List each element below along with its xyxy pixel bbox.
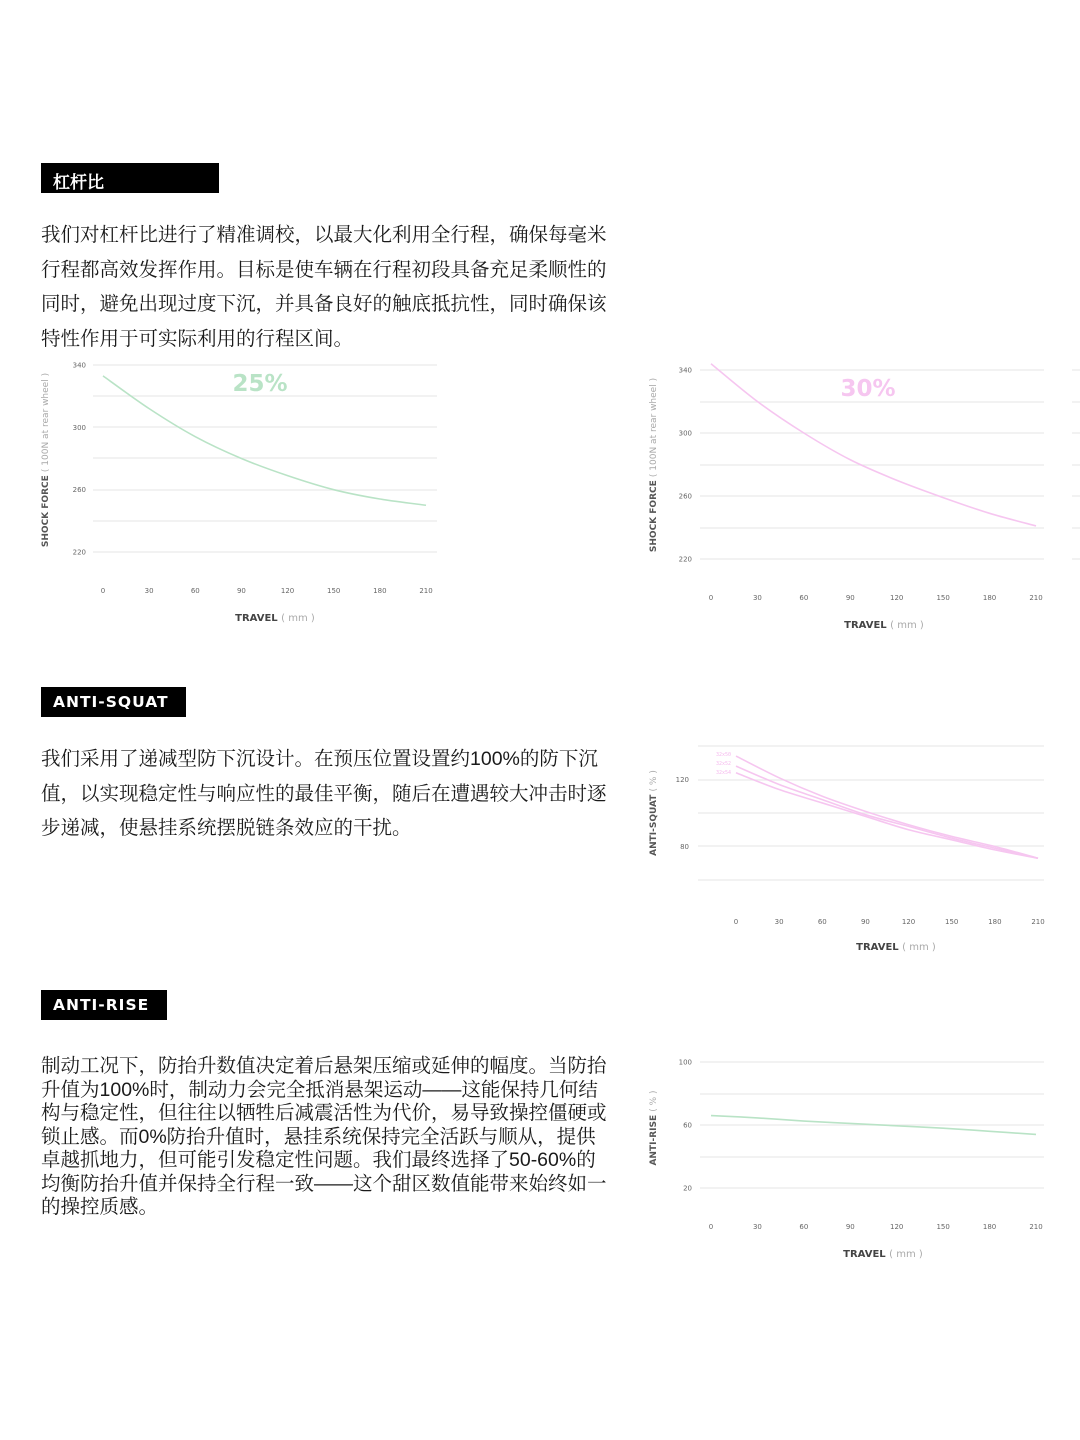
svg-text:0: 0 xyxy=(708,594,714,602)
svg-text:210: 210 xyxy=(419,587,433,595)
x-axis-label: TRAVEL ( mm ) xyxy=(235,613,315,624)
svg-text:120: 120 xyxy=(890,1223,904,1231)
svg-text:0: 0 xyxy=(708,1223,714,1231)
chart-title-percent: 30% xyxy=(840,376,896,402)
svg-text:150: 150 xyxy=(936,1223,950,1231)
section-tag-anti-squat: ANTI-SQUAT xyxy=(41,687,186,717)
y-axis-ticks xyxy=(679,1059,692,1193)
svg-text:260: 260 xyxy=(678,492,692,501)
chart-title-percent: 25% xyxy=(232,371,288,397)
section-tag-anti-rise: ANTI-RISE xyxy=(41,990,167,1020)
y-axis-label: ANTI-RISE ( % ) xyxy=(649,1090,659,1166)
svg-text:30: 30 xyxy=(752,594,762,602)
svg-text:120: 120 xyxy=(890,594,904,602)
svg-text:180: 180 xyxy=(982,594,997,602)
svg-text:210: 210 xyxy=(1029,1223,1043,1231)
svg-text:90: 90 xyxy=(236,587,246,595)
legend-entry: 32x52 xyxy=(716,761,732,767)
y-axis-label: SHOCK FORCE ( 100N at rear wheel ) xyxy=(649,377,659,553)
svg-text:260: 260 xyxy=(72,486,86,495)
svg-text:60: 60 xyxy=(799,594,809,602)
svg-text:30: 30 xyxy=(774,918,784,926)
svg-text:30: 30 xyxy=(144,587,154,595)
svg-text:120: 120 xyxy=(280,587,295,595)
anti-rise-paragraph: 制动工况下，防抬升数值决定着后悬架压缩或延伸的幅度。当防抬升值为100%时，制动力会完全抵消悬架运动——这能保持几何结构与稳定性，但往往以牺牲后减震活性为代价，易导致操控僵硬或锁止感。而0%防抬升值时，悬挂系统保持完全活跃与顺从，提供卓越抓地力，但可能引发稳定性问题。我们最终选择了50-60%的均衡防抬升值并保持全行程一致——这个甜区数值能带来始终如一的操控质感。 xyxy=(41,1055,607,1218)
svg-text:60: 60 xyxy=(190,587,200,595)
x-axis-label: TRAVEL ( mm ) xyxy=(843,1249,923,1260)
leverage-paragraph: 我们对杠杆比进行了精准调校，以最大化利用全行程，确保每毫米行程都高效发挥作用。目标是使车辆在行程初段具备充足柔顺性的同时，避免出现过度下沉，并具备良好的触底抵抗性，同时确保该特性作用于可实际利用的行程区间。 xyxy=(41,224,607,350)
y-axis-label: SHOCK FORCE ( 100N at rear wheel ) xyxy=(41,372,51,548)
svg-text:180: 180 xyxy=(982,1223,997,1231)
legend-entry: 32x50 xyxy=(716,752,732,758)
svg-text:90: 90 xyxy=(845,1223,855,1231)
legend-entry: 32x54 xyxy=(716,770,732,776)
svg-text:0: 0 xyxy=(100,587,106,595)
svg-text:180: 180 xyxy=(373,587,387,595)
svg-text:340: 340 xyxy=(72,361,86,370)
svg-text:210: 210 xyxy=(1031,918,1045,926)
x-axis-label: TRAVEL ( mm ) xyxy=(856,942,936,953)
x-axis-label: TRAVEL ( mm ) xyxy=(844,620,924,631)
svg-text:20: 20 xyxy=(683,1184,692,1193)
svg-text:30: 30 xyxy=(752,1223,762,1231)
y-axis-label: ANTI-SQUAT ( % ) xyxy=(649,770,659,856)
svg-text:100: 100 xyxy=(678,1058,692,1067)
svg-text:60: 60 xyxy=(683,1121,692,1130)
section-tag-leverage: 杠杆比 xyxy=(41,163,219,193)
svg-text:90: 90 xyxy=(845,594,855,602)
svg-text:120: 120 xyxy=(675,776,689,784)
svg-text:0: 0 xyxy=(733,918,739,926)
svg-text:180: 180 xyxy=(988,918,1002,926)
anti-squat-paragraph: 我们采用了递减型防下沉设计。在预压位置设置约100%的防下沉值，以实现稳定性与响应性的最佳平衡，随后在遭遇较大冲击时逐步递减，使悬挂系统摆脱链条效应的干扰。 xyxy=(41,748,607,839)
svg-text:340: 340 xyxy=(678,366,692,375)
svg-text:150: 150 xyxy=(945,918,959,926)
svg-text:300: 300 xyxy=(72,423,86,432)
svg-text:150: 150 xyxy=(327,587,341,595)
svg-text:90: 90 xyxy=(860,918,870,926)
svg-text:220: 220 xyxy=(678,555,692,564)
svg-text:300: 300 xyxy=(678,429,692,438)
svg-text:80: 80 xyxy=(680,843,689,851)
svg-text:120: 120 xyxy=(901,918,916,926)
x-axis-ticks xyxy=(709,1223,1043,1231)
svg-text:150: 150 xyxy=(936,594,950,602)
svg-text:60: 60 xyxy=(799,1223,809,1231)
svg-text:220: 220 xyxy=(72,548,86,557)
svg-text:60: 60 xyxy=(817,918,827,926)
svg-text:210: 210 xyxy=(1029,594,1043,602)
